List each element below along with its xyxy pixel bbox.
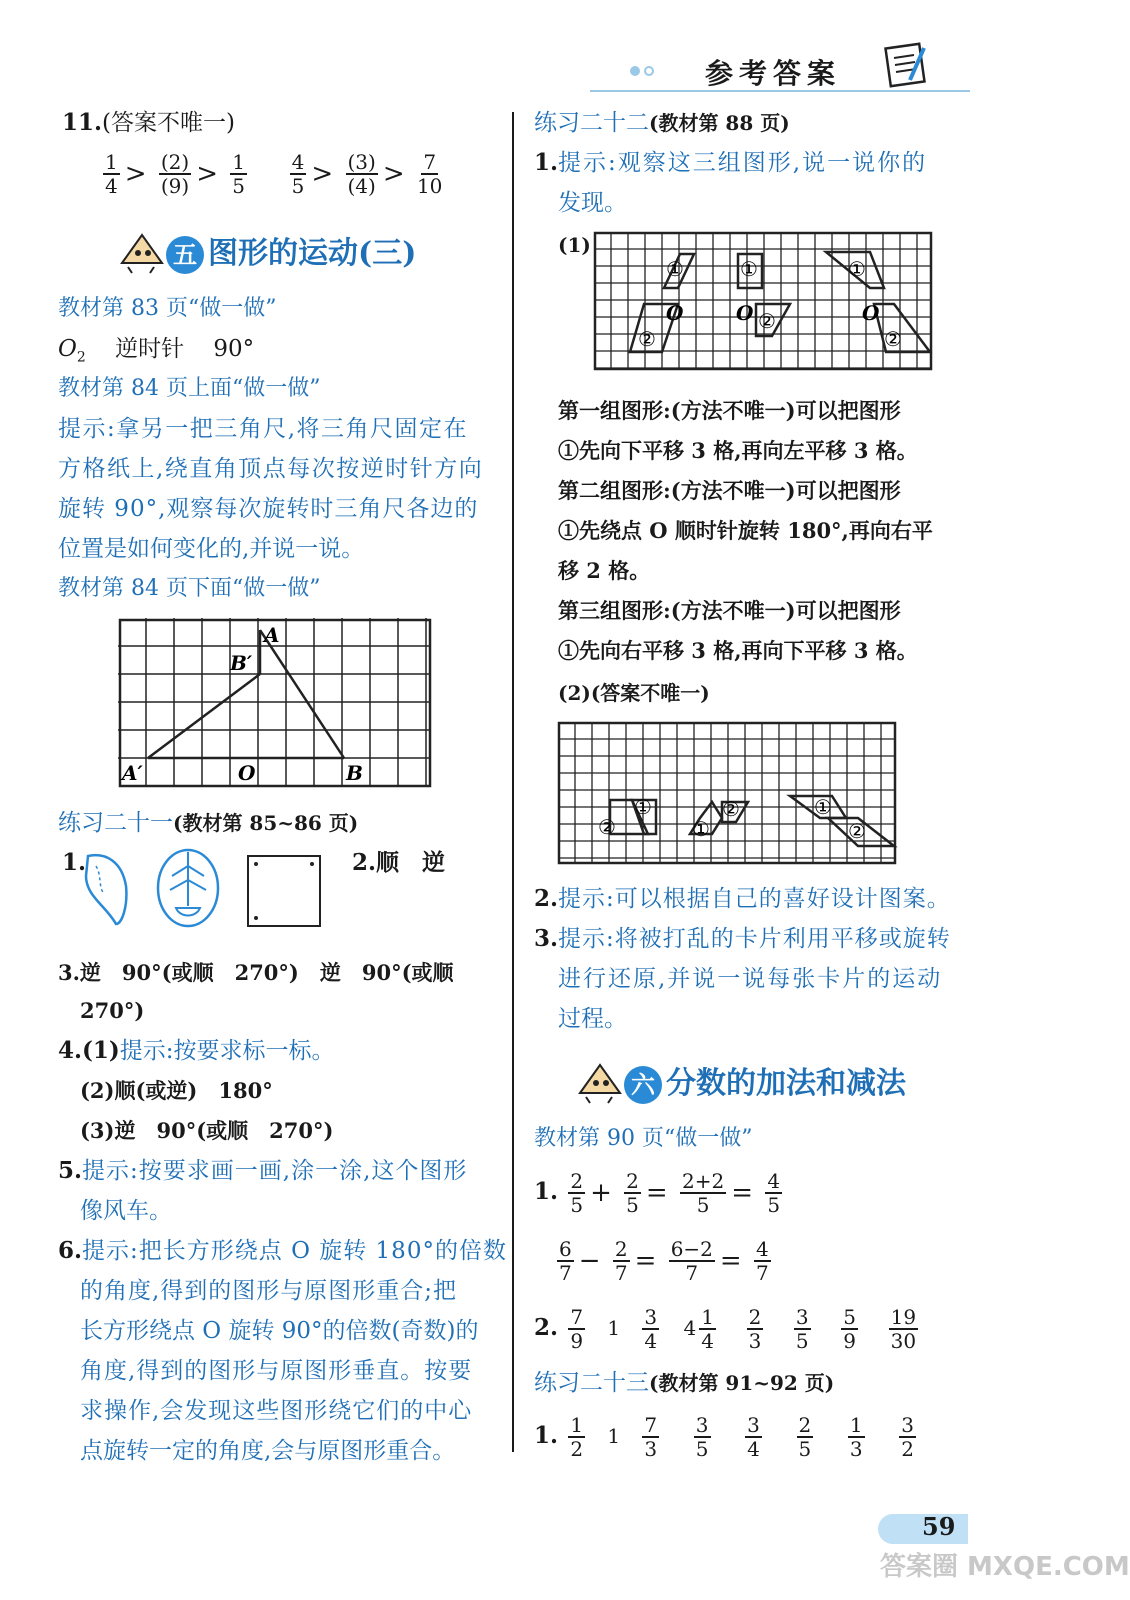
ex21-q6: 角度,得到的图形与原图形垂直。按要 [80,1358,473,1384]
square-figure [248,856,320,926]
ex21-q4b: (2)顺(或逆) 180° [80,1078,273,1103]
ex22-q3: 过程。 [558,1006,627,1032]
translation-grid-2 [558,722,898,864]
triangle-side [148,674,260,758]
circle-label: ② [848,819,866,843]
part2-label: (2)(答案不唯一) [558,681,710,705]
q11-inequalities: $\frac{1}{4}$ > $\frac{(2)}{(9)}$ > $\frac{1}{5}$ $\frac{4}{5}$ > $\frac{(3)}{(4)}$ > $\frac{7}{10}$ [105,150,443,198]
circle-label: ① [634,795,652,819]
ex22-q2: 2.提示:可以根据自己的喜好设计图案。 [534,885,951,912]
p90-eq2: $\frac{6}{7}$ − $\frac{2}{7}$ = $\frac{6-2}{7}$ = $\frac{4}{7}$ [559,1237,769,1285]
p83-answer: $O_2$ 逆时针 90° [58,336,255,366]
header-title: 参考答案 [705,57,842,90]
p83-title: 教材第 83 页“做一做” [58,296,277,321]
p84a-line: 方格纸上,绕直角顶点每次按逆时针方向 [58,456,484,482]
group-line: ①先绕点 O 顺时针旋转 180°,再向右平 [558,518,933,543]
unit6-title: 六 分数的加法和减法 [576,1058,906,1111]
p84a-line: 提示:拿另一把三角尺,将三角尺固定在 [58,416,469,442]
translation-grid-1 [594,232,934,372]
p84b-title: 教材第 84 页下面“做一做” [58,576,321,601]
leaf-shape [86,855,126,924]
circle-label: ① [848,257,866,281]
p84a-line: 位置是如何变化的,并说一说。 [58,536,365,562]
ex21-q5: 像风车。 [80,1198,172,1224]
ex21-title: 练习二十一(教材第 85~86 页) [58,810,359,836]
watermark: 答案圈 MXQE.COM [880,1552,1130,1582]
fraction: $\frac{(2)}{(9)}$ [160,150,190,198]
p90-title: 教材第 90 页“做一做” [534,1126,753,1151]
group-line: 第二组图形:(方法不唯一)可以把图形 [558,478,901,503]
label-B-prime: B′ [230,651,253,675]
ex21-q5: 5.提示:按要求画一画,涂一涂,这个图形 [58,1157,468,1184]
mascot-icon [576,1059,624,1111]
circle-label: ② [758,309,776,333]
label-A: A [264,623,280,647]
label-B: B [346,761,363,785]
group-line: ①先向下平移 3 格,再向左平移 3 格。 [558,438,918,463]
circle-label: ② [884,327,902,351]
circle-label: ② [638,327,656,351]
p90-eq1: 1. $\frac{2}{5}$ + $\frac{2}{5}$ = $\frac{2+2}{5}$ = $\frac{4}{5}$ [534,1169,781,1217]
circle-label: ① [740,257,758,281]
ex23-title: 练习二十三(教材第 91~92 页) [534,1370,835,1396]
ex21-q1-figures [76,846,336,930]
ex21-q6: 求操作,会发现这些图形绕它们的中心 [80,1398,473,1424]
p84a-line: 旋转 90°,观察每次旋转时三角尺各边的 [58,496,479,522]
p90-q2: 2. $\frac{7}{9}$ 1 $\frac{3}{4}$ 4 $\frac{1}{4}$ $\frac{2}{3}$ $\frac{3}{5}$ $\frac{5}{9}$ $\frac{19}{30}$ [534,1305,917,1353]
header-dots [644,66,654,76]
fraction: $\frac{4}{5}$ [291,150,305,198]
header-rule [590,90,970,92]
fraction: $\frac{(3)}{(4)}$ [347,150,376,198]
ex22-q3: 进行还原,并说一说每张卡片的运动 [558,966,943,992]
ex21-q3: 270°) [80,998,145,1023]
o-label: O [862,301,880,325]
p84a-title: 教材第 84 页上面“做一做” [58,376,321,401]
header-bar [590,52,970,92]
ex23-q1: 1. $\frac{1}{2}$ 1 $\frac{7}{3}$ $\frac{3}{5}$ $\frac{3}{4}$ $\frac{2}{5}$ $\frac{1}{3}$ $\frac{3}{2}$ [534,1413,914,1461]
label-A-prime: A′ [122,761,143,785]
ex22-q1: 1.提示:观察这三组图形,说一说你的 [534,149,928,176]
ex21-q6: 长方形绕点 O 旋转 90°的倍数(奇数)的 [80,1318,479,1344]
ex21-q6: 的角度,得到的图形与原图形重合;把 [80,1278,458,1304]
notebook-icon [880,42,940,94]
circle-label: ① [692,817,710,841]
fraction: $\frac{1}{5}$ [232,150,246,198]
q11-label: 11.(答案不唯一) [62,109,235,136]
group-line: 第三组图形:(方法不唯一)可以把图形 [558,598,901,623]
circle-label: ① [814,795,832,819]
ex21-q1: 1. [62,849,87,876]
triangle-side [260,630,344,758]
circle-label: ② [722,797,740,821]
ex21-q4c: (3)逆 90°(或顺 270°) [80,1118,334,1143]
ex21-q6: 6.提示:把长方形绕点 O 旋转 180°的倍数 [58,1237,507,1264]
circle-label: ② [598,815,616,839]
ex22-q3: 3.提示:将被打乱的卡片利用平移或旋转 [534,925,951,952]
circle-label: ① [666,257,684,281]
label-O: O [238,761,256,785]
ex22-title: 练习二十二(教材第 88 页) [534,110,790,136]
group-line: ①先向右平移 3 格,再向下平移 3 格。 [558,638,918,663]
column-divider [512,112,514,1452]
ex21-q2: 2.顺 逆 [352,849,446,876]
fraction: $\frac{7}{10}$ [416,150,443,198]
header-dots [630,66,640,76]
group-line: 移 2 格。 [558,558,651,583]
o-label: O [736,301,754,325]
page-number: 59 [922,1512,956,1541]
ex21-q3: 3.逆 90°(或顺 270°) 逆 90°(或顺 [58,960,454,985]
ex21-q6: 点旋转一定的角度,会与原图形重合。 [80,1438,456,1464]
rotation-grid [118,618,434,790]
mascot-icon [118,229,166,281]
o-label: O [666,301,684,325]
unit5-title: 五 图形的运动(三) [118,228,416,281]
group-line: 第一组图形:(方法不唯一)可以把图形 [558,398,901,423]
fraction: $\frac{1}{4}$ [105,150,118,198]
ex21-q4a: 4.(1)提示:按要求标一标。 [58,1037,335,1064]
ex22-q1: 发现。 [558,190,627,216]
part1-label: (1) [558,233,591,257]
